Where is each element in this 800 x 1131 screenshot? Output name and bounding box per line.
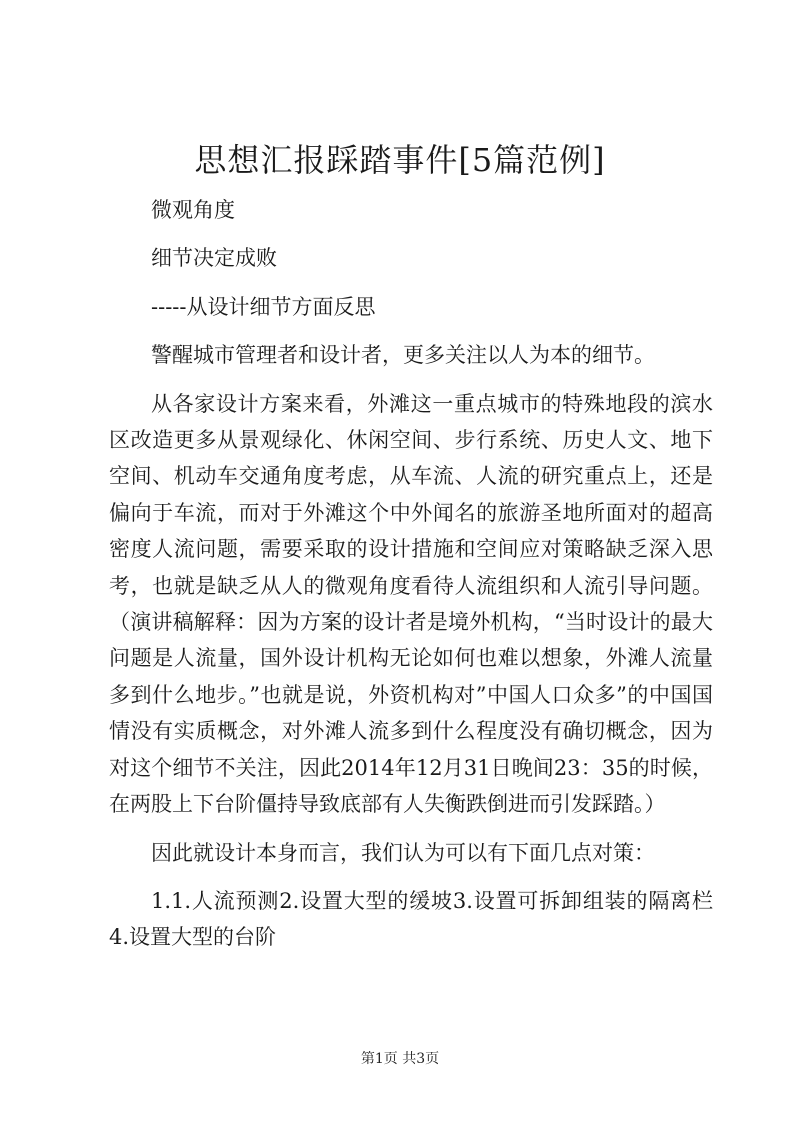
heading-line-2: 细节决定成败 <box>151 246 277 271</box>
body-paragraph-1: 从各家设计方案来看，外滩这一重点城市的特殊地段的滨水区改造更多从景观绿化、休闲空间、步行系统、历史人文、地下空间、机动车交通角度考虑，从车流、人流的研究重点上，还是偏向于车流，而对于外滩这个中外闻名的旅游圣地所面对的超高密度人流问题，需要采取的设计措施和空间应对策略缺乏深入思考，也就是缺乏从人的微观角度看待人流组织和人流引导问题。（演讲稿解释：因为方案的设计者是境外机构，“当时设计的最大问题是人流量，国外设计机构无论如何也难以想象，外滩人流量多到什么地步。”也就是说，外资机构对”中国人口众多”的中国国情没有实质概念，对外滩人流多到什么程度没有确切概念，因为对这个细节不关注，因此2014年12月31日晚间23：35的时候，在两股上下台阶僵持导致底部有人失衡跌倒进而引发踩踏。） <box>109 391 714 817</box>
page-footer: 第1页 共3页 <box>360 1051 440 1067</box>
document-title: 思想汇报踩踏事件[5篇范例] <box>194 141 606 179</box>
heading-line-1: 微观角度 <box>151 198 235 222</box>
body-paragraph-3: 1.1.人流预测2.设置大型的缓坡3.设置可拆卸组装的隔离栏4.设置大型的台阶 <box>109 888 713 950</box>
heading-line-4: 警醒城市管理者和设计者，更多关注以人为本的细节。 <box>151 343 655 368</box>
document-body <box>109 192 713 956</box>
body-paragraph-2: 因此就设计本身而言，我们认为可以有下面几点对策： <box>151 840 655 865</box>
heading-line-3: -----从设计细节方面反思 <box>151 294 376 319</box>
